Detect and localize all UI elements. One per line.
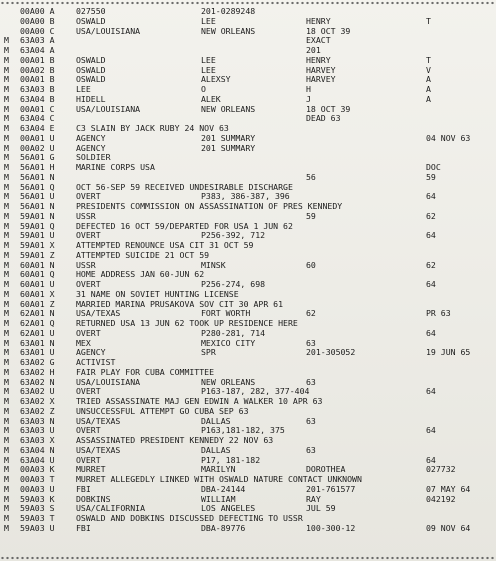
record-row bbox=[0, 7, 496, 17]
record-text: MURRET ALLEGEDLY LINKED WITH OSWALD NATURE CONTACT UNKNOWN bbox=[76, 475, 362, 484]
record-field-4: T bbox=[426, 55, 431, 65]
record-code: 63A03 A bbox=[20, 36, 55, 46]
record-code: 00A01 C bbox=[20, 104, 55, 114]
record-code: 63A03 N bbox=[20, 416, 55, 426]
record-marker: M bbox=[4, 309, 9, 319]
record-field-1: OVERT bbox=[76, 231, 101, 241]
record-code: 63A01 N bbox=[20, 338, 55, 348]
record-marker: M bbox=[4, 55, 9, 65]
record-code: 59A03 K bbox=[20, 494, 55, 504]
record-field-4: PR 63 bbox=[426, 309, 451, 319]
record-text: OSWALD AND DOBKINS DISCUSSED DEFECTING TO USSR bbox=[76, 514, 303, 523]
record-marker: M bbox=[4, 241, 9, 250]
record-code: 63A04 B bbox=[20, 94, 55, 104]
record-field-2: P17, 181-182 bbox=[201, 455, 261, 465]
record-field-4: 64 bbox=[426, 328, 436, 338]
record-text: UNSUCCESSFUL ATTEMPT GO CUBA SEP 63 bbox=[76, 406, 249, 416]
record-text: PRESIDENTS COMMISSION ON ASSASSINATION OF PRES KENNEDY bbox=[76, 202, 343, 211]
record-row bbox=[0, 134, 496, 144]
record-text: ATTEMPTED RENOUNCE USA CIT 31 OCT 59 bbox=[76, 241, 254, 250]
record-field-1: OSWALD bbox=[76, 16, 106, 26]
record-field-1: USA/LOUISIANA bbox=[76, 104, 141, 114]
record-code: 56A01 G bbox=[20, 153, 55, 163]
record-code: 62A01 U bbox=[20, 328, 55, 338]
record-marker: M bbox=[4, 328, 9, 338]
record-code: 56A01 N bbox=[20, 172, 55, 182]
record-field-3: JUL 59 bbox=[306, 504, 336, 514]
record-field-1: 027550 bbox=[76, 7, 106, 16]
record-code: 56A01 H bbox=[20, 163, 55, 172]
record-field-3: HARVEY bbox=[306, 65, 336, 75]
record-code: 59A01 N bbox=[20, 211, 55, 221]
record-field-2: SPR bbox=[201, 348, 216, 358]
record-code: 00A03 T bbox=[20, 475, 55, 484]
record-field-1: USA/LOUISIANA bbox=[76, 377, 141, 387]
record-code: 60A01 Q bbox=[20, 270, 55, 280]
record-field-3: J bbox=[306, 94, 311, 104]
record-field-2: MINSK bbox=[201, 260, 226, 270]
record-code: 63A02 Z bbox=[20, 406, 55, 416]
record-row bbox=[0, 475, 496, 485]
record-field-2: P383, 386-387, 396 bbox=[201, 192, 290, 202]
record-field-3: 62 bbox=[306, 309, 316, 319]
record-field-3: 56 bbox=[306, 172, 316, 182]
record-code: 59A01 Q bbox=[20, 221, 55, 231]
record-row bbox=[0, 241, 496, 251]
record-field-1: OVERT bbox=[76, 328, 101, 338]
record-code: 00A00 A bbox=[20, 7, 55, 16]
record-row bbox=[0, 339, 496, 349]
record-code: 63A03 B bbox=[20, 85, 55, 94]
record-field-3: 60 bbox=[306, 260, 316, 270]
record-marker: M bbox=[4, 221, 9, 231]
record-field-3: HARVEY bbox=[306, 75, 336, 85]
record-marker: M bbox=[4, 75, 9, 85]
record-field-1: USA/TEXAS bbox=[76, 309, 121, 319]
record-field-3: HENRY bbox=[306, 16, 331, 26]
record-field-2: NEW ORLEANS bbox=[201, 26, 256, 36]
record-code: 63A02 N bbox=[20, 377, 55, 387]
record-field-1: USSR bbox=[76, 260, 96, 270]
record-field-3: EXACT bbox=[306, 36, 331, 46]
record-field-4: A bbox=[426, 85, 431, 94]
record-field-2: NEW ORLEANS bbox=[201, 104, 256, 114]
record-field-1: FAIR PLAY FOR CUBA COMMITTEE bbox=[76, 367, 215, 377]
record-field-3: 201 bbox=[306, 46, 321, 55]
record-field-1: OSWALD bbox=[76, 75, 106, 85]
record-field-1: AGENCY bbox=[76, 348, 106, 358]
bottom-perforation bbox=[0, 556, 496, 560]
record-code: 63A04 E bbox=[20, 124, 55, 133]
record-code: 63A02 G bbox=[20, 358, 55, 367]
record-field-1: DOBKINS bbox=[76, 494, 111, 504]
record-field-2: P280-281, 714 bbox=[201, 328, 266, 338]
record-row bbox=[0, 358, 496, 368]
record-field-2: FORT WORTH bbox=[201, 309, 251, 319]
record-field-4: 64 bbox=[426, 192, 436, 202]
record-row bbox=[0, 163, 496, 173]
record-row bbox=[0, 426, 496, 436]
record-row bbox=[0, 407, 496, 417]
record-code: 59A01 Z bbox=[20, 250, 55, 260]
record-code: 63A01 U bbox=[20, 348, 55, 358]
record-field-1: MARINE CORPS USA bbox=[76, 163, 155, 172]
record-row bbox=[0, 514, 496, 524]
record-row bbox=[0, 183, 496, 193]
record-marker: M bbox=[4, 299, 9, 309]
record-marker: M bbox=[4, 36, 9, 46]
record-marker: M bbox=[4, 46, 9, 55]
record-field-4: DOC bbox=[426, 163, 441, 172]
record-code: 63A02 U bbox=[20, 387, 55, 397]
record-row bbox=[0, 378, 496, 388]
record-row bbox=[0, 261, 496, 271]
record-row bbox=[0, 231, 496, 241]
record-text: 31 NAME ON SOVIET HUNTING LICENSE bbox=[76, 289, 239, 299]
record-marker: M bbox=[4, 65, 9, 75]
record-field-2: LEE bbox=[201, 65, 216, 75]
record-marker: M bbox=[4, 455, 9, 465]
record-row bbox=[0, 417, 496, 427]
record-list bbox=[0, 7, 496, 534]
record-row bbox=[0, 202, 496, 212]
record-code: 56A01 U bbox=[20, 192, 55, 202]
record-field-2: DALLAS bbox=[201, 445, 231, 455]
record-text: ACTIVIST bbox=[76, 358, 116, 367]
record-field-1: AGENCY bbox=[76, 143, 106, 153]
record-row bbox=[0, 153, 496, 163]
record-code: 56A01 Q bbox=[20, 182, 55, 192]
record-marker: M bbox=[4, 319, 9, 328]
record-marker: M bbox=[4, 436, 9, 445]
record-row bbox=[0, 212, 496, 222]
record-row bbox=[0, 397, 496, 407]
record-code: 62A01 Q bbox=[20, 319, 55, 328]
record-field-3: DOROTHEA bbox=[306, 465, 346, 475]
record-marker: M bbox=[4, 387, 9, 397]
record-field-4: 04 NOV 63 bbox=[426, 133, 471, 143]
record-row bbox=[0, 85, 496, 95]
record-field-3: 18 OCT 39 bbox=[306, 26, 351, 36]
record-field-4: T bbox=[426, 16, 431, 26]
record-marker: M bbox=[4, 143, 9, 153]
record-marker: M bbox=[4, 523, 9, 533]
record-code: 63A04 A bbox=[20, 46, 55, 55]
record-field-3: 100-300-12 bbox=[306, 523, 356, 533]
record-row bbox=[0, 192, 496, 202]
record-code: 00A00 C bbox=[20, 26, 55, 36]
record-text: ASSASSINATED PRESIDENT KENNEDY 22 NOV 63 bbox=[76, 436, 274, 445]
record-marker: M bbox=[4, 484, 9, 494]
record-field-1: USA/LOUISIANA bbox=[76, 26, 141, 36]
record-field-3: 63 bbox=[306, 416, 316, 426]
record-field-3: RAY bbox=[306, 494, 321, 504]
record-field-4: V bbox=[426, 65, 431, 75]
record-code: 00A02 B bbox=[20, 65, 55, 75]
record-field-2: MEXICO CITY bbox=[201, 338, 256, 348]
record-code: 60A01 U bbox=[20, 280, 55, 289]
record-row bbox=[0, 465, 496, 475]
record-field-1: HIDELL bbox=[76, 94, 106, 104]
record-row bbox=[0, 36, 496, 46]
record-marker: M bbox=[4, 192, 9, 202]
record-code: 00A01 B bbox=[20, 75, 55, 85]
record-marker: M bbox=[4, 358, 9, 367]
record-row bbox=[0, 27, 496, 37]
record-row bbox=[0, 56, 496, 66]
top-perforation bbox=[0, 1, 496, 5]
record-field-2: MARILYN bbox=[201, 465, 236, 475]
record-field-2: 201-0289248 bbox=[201, 7, 256, 16]
record-field-4: 62 bbox=[426, 260, 436, 270]
record-row bbox=[0, 319, 496, 329]
record-row bbox=[0, 75, 496, 85]
record-field-1: USA/TEXAS bbox=[76, 445, 121, 455]
record-field-1: OSWALD bbox=[76, 55, 106, 65]
record-field-3: 63 bbox=[306, 338, 316, 348]
record-field-2: P256-392, 712 bbox=[201, 231, 266, 241]
record-field-4: 042192 bbox=[426, 494, 456, 504]
record-marker: M bbox=[4, 348, 9, 358]
record-field-2: P256-274, 698 bbox=[201, 280, 266, 289]
record-field-1: LEE bbox=[76, 85, 91, 94]
record-field-1: OSWALD bbox=[76, 65, 106, 75]
record-code: 59A01 X bbox=[20, 241, 55, 250]
record-row bbox=[0, 173, 496, 183]
record-row bbox=[0, 348, 496, 358]
record-marker: M bbox=[4, 104, 9, 114]
record-field-4: 64 bbox=[426, 455, 436, 465]
record-field-1: OVERT bbox=[76, 455, 101, 465]
record-field-3: 201-761577 bbox=[306, 484, 356, 494]
record-marker: M bbox=[4, 270, 9, 280]
record-row bbox=[0, 46, 496, 56]
record-field-4: 59 bbox=[426, 172, 436, 182]
record-field-3: 63 bbox=[306, 445, 316, 455]
record-marker: M bbox=[4, 416, 9, 426]
record-field-3: 59 bbox=[306, 211, 316, 221]
record-row bbox=[0, 270, 496, 280]
record-field-1: OVERT bbox=[76, 280, 101, 289]
record-code: 00A03 K bbox=[20, 465, 55, 475]
record-row bbox=[0, 309, 496, 319]
record-code: 59A01 U bbox=[20, 231, 55, 241]
record-marker: M bbox=[4, 367, 9, 377]
record-field-2: NEW ORLEANS bbox=[201, 377, 256, 387]
record-field-2: P163,181-182, 375 bbox=[201, 426, 285, 436]
record-field-3: 201-305052 bbox=[306, 348, 356, 358]
record-code: 00A01 B bbox=[20, 55, 55, 65]
record-marker: M bbox=[4, 250, 9, 260]
record-field-2: DBA-24144 bbox=[201, 484, 246, 494]
record-field-4: 62 bbox=[426, 211, 436, 221]
record-code: 63A03 U bbox=[20, 426, 55, 436]
record-field-3: DEAD 63 bbox=[306, 114, 341, 124]
record-row bbox=[0, 144, 496, 154]
record-field-2: DBA-89776 bbox=[201, 523, 246, 533]
record-marker: M bbox=[4, 202, 9, 211]
record-row bbox=[0, 485, 496, 495]
record-text: ATTEMPTED SUICIDE 21 OCT 59 bbox=[76, 250, 210, 260]
record-field-1: OVERT bbox=[76, 192, 101, 202]
record-row bbox=[0, 251, 496, 261]
record-row bbox=[0, 368, 496, 378]
record-row bbox=[0, 280, 496, 290]
record-field-4: 64 bbox=[426, 231, 436, 241]
record-row bbox=[0, 524, 496, 534]
record-code: 00A01 U bbox=[20, 133, 55, 143]
record-code: 56A01 N bbox=[20, 202, 55, 211]
record-marker: M bbox=[4, 426, 9, 436]
record-row bbox=[0, 95, 496, 105]
record-marker: M bbox=[4, 504, 9, 514]
record-code: 63A02 H bbox=[20, 367, 55, 377]
record-field-2: 201 SUMMARY bbox=[201, 143, 256, 153]
record-marker: M bbox=[4, 163, 9, 172]
record-text: DEFECTED 16 OCT 59/DEPARTED FOR USA 1 JUN 62 bbox=[76, 221, 293, 231]
record-code: 63A03 X bbox=[20, 436, 55, 445]
record-code: 59A03 U bbox=[20, 523, 55, 533]
record-code: 59A03 S bbox=[20, 504, 55, 514]
record-field-2: ALEXSY bbox=[201, 75, 231, 85]
record-row bbox=[0, 446, 496, 456]
record-field-1: AGENCY bbox=[76, 133, 106, 143]
record-marker: M bbox=[4, 338, 9, 348]
record-row bbox=[0, 495, 496, 505]
record-field-4: 07 MAY 64 bbox=[426, 484, 471, 494]
record-marker: M bbox=[4, 280, 9, 289]
record-field-3: HENRY bbox=[306, 55, 331, 65]
record-marker: M bbox=[4, 211, 9, 221]
record-field-4: 19 JUN 65 bbox=[426, 348, 471, 358]
record-field-3: 63 bbox=[306, 377, 316, 387]
record-field-2: LEE bbox=[201, 16, 216, 26]
record-field-1: USA/CALIFORNIA bbox=[76, 504, 146, 514]
record-row bbox=[0, 329, 496, 339]
record-field-2: O bbox=[201, 85, 206, 94]
record-row bbox=[0, 387, 496, 397]
record-text: TRIED ASSASSINATE MAJ GEN EDWIN A WALKER 10 APR 63 bbox=[76, 397, 323, 406]
record-marker: M bbox=[4, 514, 9, 523]
record-field-2: LOS ANGELES bbox=[201, 504, 256, 514]
record-row bbox=[0, 222, 496, 232]
record-marker: M bbox=[4, 260, 9, 270]
record-text: HOME ADDRESS JAN 60-JUN 62 bbox=[76, 270, 205, 280]
record-marker: M bbox=[4, 465, 9, 475]
record-field-4: 64 bbox=[426, 426, 436, 436]
record-row bbox=[0, 124, 496, 134]
record-field-1: MEX bbox=[76, 338, 91, 348]
record-code: 00A03 U bbox=[20, 484, 55, 494]
record-field-1: USSR bbox=[76, 211, 96, 221]
record-row bbox=[0, 105, 496, 115]
record-field-2: 201 SUMMARY bbox=[201, 133, 256, 143]
record-field-4: 64 bbox=[426, 387, 436, 397]
record-field-4: 64 bbox=[426, 280, 436, 289]
record-row bbox=[0, 17, 496, 27]
record-marker: M bbox=[4, 182, 9, 192]
record-marker: M bbox=[4, 445, 9, 455]
record-field-3: H bbox=[306, 85, 311, 94]
record-field-1: MURRET bbox=[76, 465, 106, 475]
record-text: C3 SLAIN BY JACK RUBY 24 NOV 63 bbox=[76, 124, 229, 133]
record-code: 63A04 U bbox=[20, 455, 55, 465]
record-code: 59A03 T bbox=[20, 514, 55, 523]
record-code: 62A01 N bbox=[20, 309, 55, 319]
record-field-2: DALLAS bbox=[201, 416, 231, 426]
record-text: MARRIED MARINA PRUSAKOVA SOV CIT 30 APR 61 bbox=[76, 299, 284, 309]
record-row bbox=[0, 436, 496, 446]
record-code: 60A01 Z bbox=[20, 299, 55, 309]
record-code: 63A04 C bbox=[20, 114, 55, 124]
record-row bbox=[0, 66, 496, 76]
record-row bbox=[0, 114, 496, 124]
record-marker: M bbox=[4, 124, 9, 133]
record-field-4: 027732 bbox=[426, 465, 456, 475]
record-field-1: OVERT bbox=[76, 426, 101, 436]
record-text: RETURNED USA 13 JUN 62 TOOK UP RESIDENCE HERE bbox=[76, 319, 298, 328]
record-field-4: A bbox=[426, 75, 431, 85]
record-row bbox=[0, 290, 496, 300]
record-code: 00A00 B bbox=[20, 16, 55, 26]
record-code: 00A02 U bbox=[20, 143, 55, 153]
record-text: OCT 56-SEP 59 RECEIVED UNDESIRABLE DISCHARGE bbox=[76, 182, 293, 192]
record-field-2: P163-187, 282, 377-404 bbox=[201, 387, 310, 397]
record-code: 60A01 X bbox=[20, 289, 55, 299]
record-marker: M bbox=[4, 114, 9, 124]
record-field-3: 18 OCT 39 bbox=[306, 104, 351, 114]
record-field-1: FBI bbox=[76, 523, 91, 533]
record-marker: M bbox=[4, 494, 9, 504]
record-marker: M bbox=[4, 289, 9, 299]
record-marker: M bbox=[4, 231, 9, 241]
record-marker: M bbox=[4, 406, 9, 416]
record-marker: M bbox=[4, 377, 9, 387]
record-marker: M bbox=[4, 85, 9, 94]
record-marker: M bbox=[4, 397, 9, 406]
record-code: 60A01 N bbox=[20, 260, 55, 270]
record-field-2: ALEK bbox=[201, 94, 221, 104]
record-marker: M bbox=[4, 94, 9, 104]
record-marker: M bbox=[4, 133, 9, 143]
record-marker: M bbox=[4, 153, 9, 163]
record-row bbox=[0, 504, 496, 514]
record-field-4: 09 NOV 64 bbox=[426, 523, 471, 533]
record-marker: M bbox=[4, 172, 9, 182]
record-field-1: FBI bbox=[76, 484, 91, 494]
record-field-1: USA/TEXAS bbox=[76, 416, 121, 426]
record-field-2: WILLIAM bbox=[201, 494, 236, 504]
record-text: SOLDIER bbox=[76, 153, 111, 163]
record-field-4: A bbox=[426, 94, 431, 104]
record-field-2: LEE bbox=[201, 55, 216, 65]
record-row bbox=[0, 300, 496, 310]
record-marker: M bbox=[4, 475, 9, 484]
record-field-1: OVERT bbox=[76, 387, 101, 397]
record-code: 63A04 N bbox=[20, 445, 55, 455]
record-code: 63A02 X bbox=[20, 397, 55, 406]
record-row bbox=[0, 456, 496, 466]
